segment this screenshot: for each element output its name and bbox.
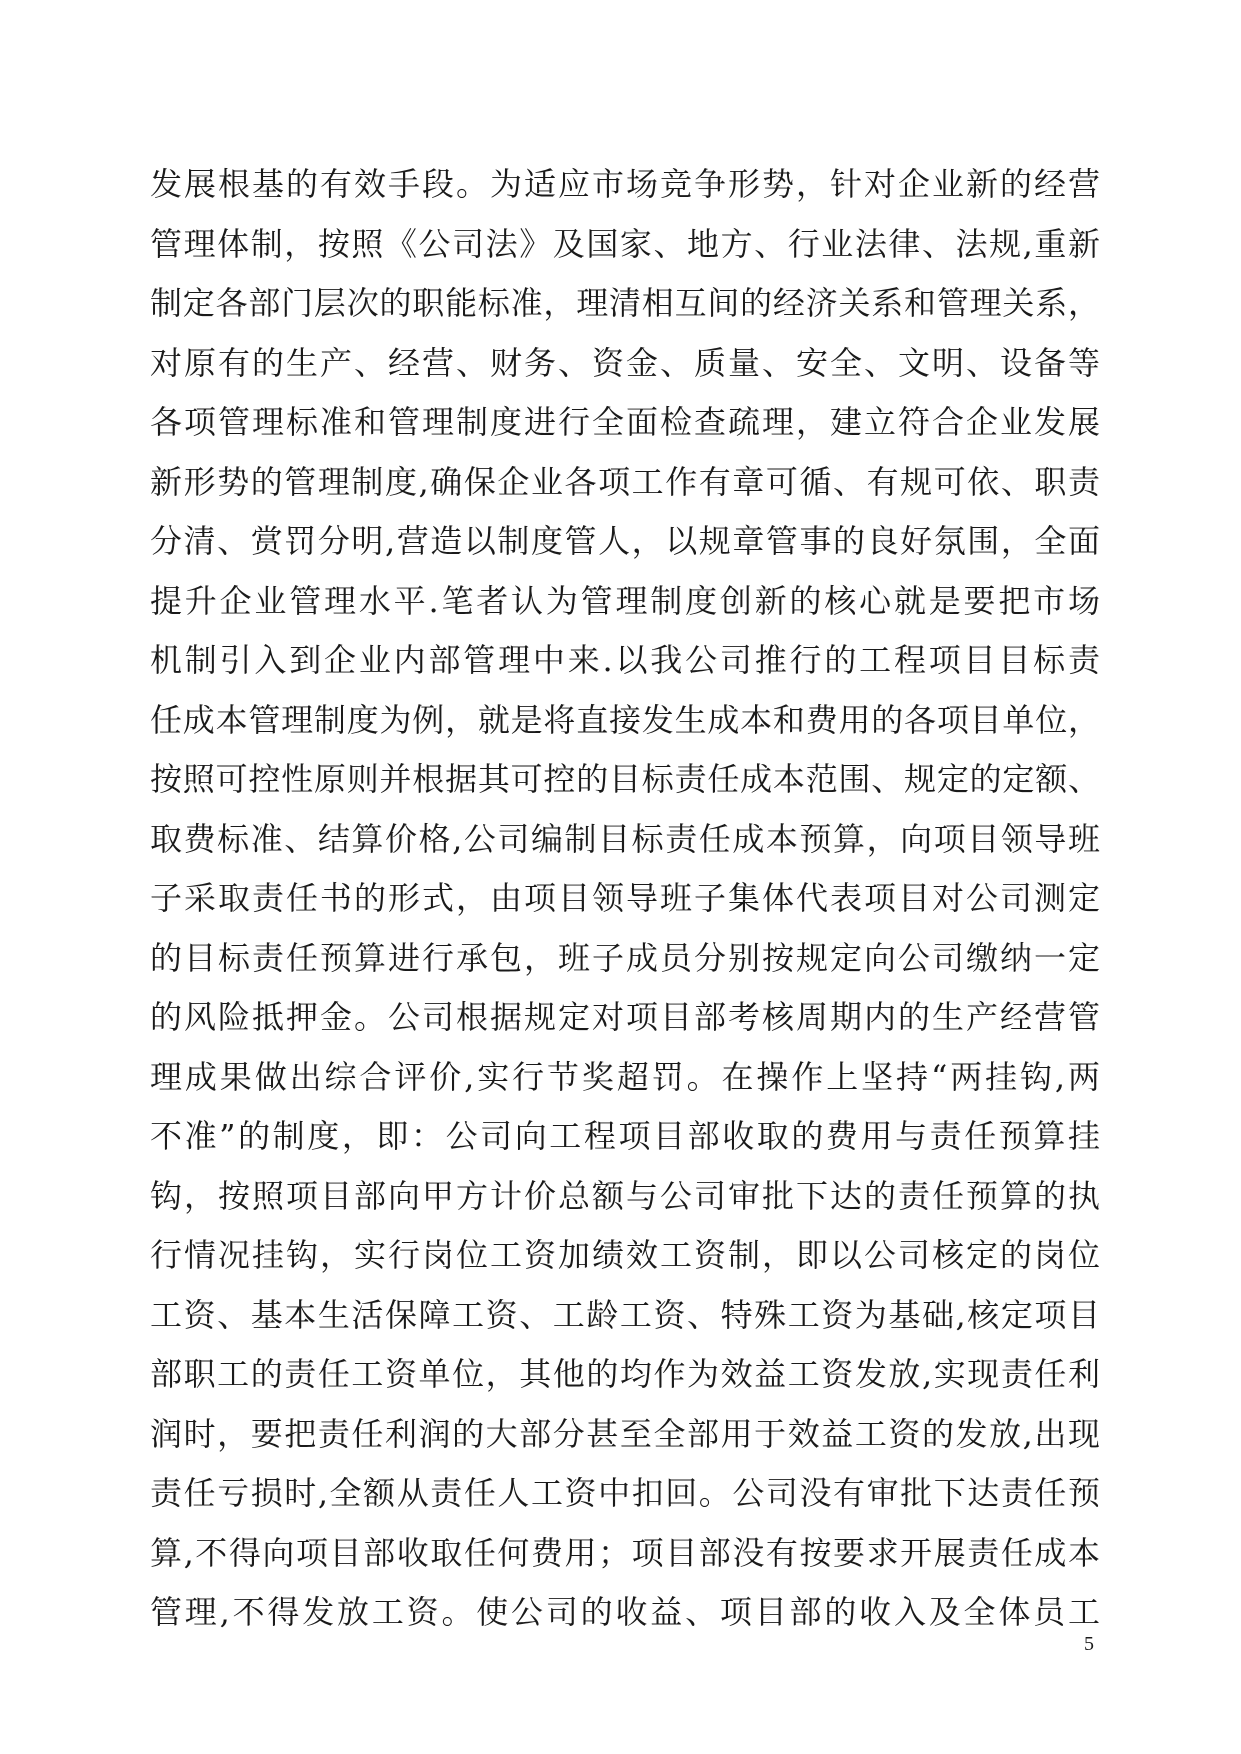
- text-line: 各项管理标准和管理制度进行全面检查疏理，建立符合企业发展: [150, 403, 1100, 441]
- text-line: 的风险抵押金。公司根据规定对项目部考核周期内的生产经营管: [150, 998, 1100, 1036]
- text-line: 分清、赏罚分明,营造以制度管人，以规章管事的良好氛围，全面: [150, 522, 1100, 560]
- text-line: 的目标责任预算进行承包，班子成员分别按规定向公司缴纳一定: [150, 938, 1100, 977]
- text-line: 责任亏损时,全额从责任人工资中扣回。公司没有审批下达责任预: [150, 1474, 1100, 1512]
- text-line: 新形势的管理制度,确保企业各项工作有章可循、有规可依、职责: [150, 462, 1100, 501]
- text-line: 钩，按照项目部向甲方计价总额与公司审批下达的责任预算的执: [150, 1176, 1100, 1215]
- body-text: [150, 155, 1100, 1643]
- text-line: 管理体制，按照《公司法》及国家、地方、行业法律、法规,重新: [150, 224, 1100, 263]
- page-number: 5: [1084, 1633, 1094, 1655]
- text-line: 提升企业管理水平.笔者认为管理制度创新的核心就是要把市场: [150, 581, 1100, 620]
- text-line: 润时，要把责任利润的大部分甚至全部用于效益工资的发放,出现: [150, 1414, 1100, 1453]
- text-line: 理成果做出综合评价,实行节奖超罚。在操作上坚持“两挂钩,两: [150, 1057, 1100, 1096]
- text-line: 算,不得向项目部收取任何费用；项目部没有按要求开展责任成本: [150, 1533, 1100, 1572]
- text-line: 任成本管理制度为例，就是将直接发生成本和费用的各项目单位，: [150, 700, 1100, 739]
- text-line: 管理,不得发放工资。使公司的收益、项目部的收入及全体员工: [150, 1593, 1100, 1631]
- text-line: 不准”的制度，即：公司向工程项目部收取的费用与责任预算挂: [150, 1117, 1100, 1155]
- text-line: 取费标准、结算价格,公司编制目标责任成本预算，向项目领导班: [150, 819, 1100, 858]
- text-line: 按照可控性原则并根据其可控的目标责任成本范围、规定的定额、: [150, 760, 1100, 798]
- text-line: 发展根基的有效手段。为适应市场竞争形势，针对企业新的经营: [150, 165, 1100, 203]
- text-line: 机制引入到企业内部管理中来.以我公司推行的工程项目目标责: [150, 641, 1100, 679]
- text-line: 子采取责任书的形式，由项目领导班子集体代表项目对公司测定: [150, 879, 1100, 917]
- text-line: 工资、基本生活保障工资、工龄工资、特殊工资为基础,核定项目: [150, 1295, 1100, 1334]
- text-line: 部职工的责任工资单位，其他的均作为效益工资发放,实现责任利: [150, 1355, 1100, 1393]
- text-line: 行情况挂钩，实行岗位工资加绩效工资制，即以公司核定的岗位: [150, 1236, 1100, 1274]
- text-line: 制定各部门层次的职能标准，理清相互间的经济关系和管理关系，: [150, 284, 1100, 322]
- text-line: 对原有的生产、经营、财务、资金、质量、安全、文明、设备等: [150, 343, 1100, 382]
